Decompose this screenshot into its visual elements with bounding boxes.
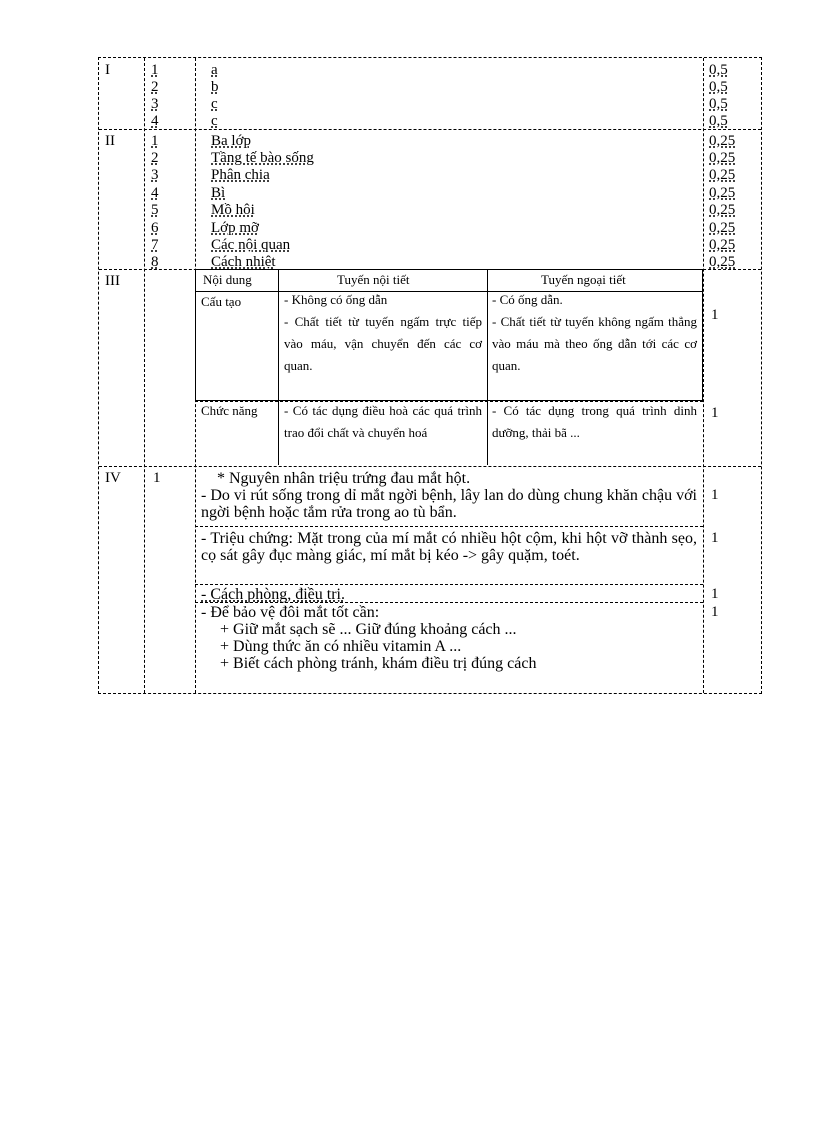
- score: 0,25: [709, 202, 736, 218]
- section-roman: II: [105, 133, 115, 149]
- comparison-col-line: [487, 269, 488, 465]
- score: 0,5: [709, 113, 728, 129]
- score: 1: [711, 604, 719, 620]
- row-divider: [195, 584, 703, 585]
- answer-text: Các nội quan: [211, 237, 291, 253]
- header-endocrine: Tuyến nội tiết: [337, 272, 410, 287]
- endocrine-function: - Có tác dụng điều hoà các quá trình trao đổi chất và chuyển hoá: [284, 403, 482, 440]
- item-number: 6: [151, 220, 159, 236]
- score: 0,25: [709, 220, 736, 236]
- endocrine-structure: - Không có ống dẫn - Chất tiết từ tuyến ngấm trực tiếp vào máu, vận chuyển đến các cơ quan.: [284, 292, 482, 373]
- score: 1: [711, 586, 719, 602]
- header-exocrine: Tuyến ngoại tiết: [541, 272, 626, 287]
- comparison-col-line: [278, 269, 279, 465]
- answer-text: Ba lớp: [211, 133, 252, 149]
- prevention-text: - Cách phòng, điều trị.: [201, 586, 345, 603]
- section-roman: I: [105, 62, 110, 78]
- answer-text: Mồ hôi: [211, 202, 255, 218]
- answer-text: Tầng tế bào sống: [211, 150, 314, 166]
- answer-table: [98, 57, 762, 694]
- score: 1: [711, 487, 719, 503]
- row-divider: [195, 526, 703, 527]
- answer-text: b: [211, 79, 219, 95]
- exocrine-structure: - Có ống dẫn. - Chất tiết từ tuyến không ngấm thẳng vào máu mà theo ống dẫn tới các cơ quan.: [492, 292, 697, 373]
- item-number: 1: [151, 133, 159, 149]
- score: 0,25: [709, 167, 736, 183]
- protect-item: + Biết cách phòng tránh, khám điều trị đúng cách: [220, 655, 537, 672]
- col-divider-roman: [144, 58, 145, 693]
- answer-text: c: [211, 96, 218, 112]
- score: 1: [711, 405, 719, 421]
- row-label-function: Chức năng: [201, 403, 258, 418]
- score: 1: [711, 530, 719, 546]
- section-roman: III: [105, 273, 120, 289]
- answer-text: a: [211, 62, 218, 78]
- answer-text: Phân chia: [211, 167, 270, 183]
- answer-text: Cách nhiệt: [211, 254, 276, 270]
- row-divider: [195, 602, 703, 603]
- answer-text: Bì: [211, 185, 226, 201]
- item-number: 1: [153, 470, 161, 486]
- row-label-structure: Cấu tạo: [201, 294, 242, 309]
- protect-item: + Giữ mắt sạch sẽ ... Giữ đúng khoảng cách ...: [220, 621, 517, 638]
- cause-text: - Do vi rút sống trong dỉ mắt ngời bệnh, lây lan do dùng chung khăn chậu với ngời bệnh hoặc tắm rửa trong ao tù bẩn.: [201, 487, 697, 521]
- score: 0,25: [709, 237, 736, 253]
- item-number: 4: [151, 113, 159, 129]
- header-content: Nội dung: [203, 272, 252, 287]
- section-divider: [99, 466, 761, 467]
- item-number: 1: [151, 62, 159, 78]
- symptom-text: - Triệu chứng: Mặt trong của mí mắt có nhiều hột cộm, khi hột vỡ thành sẹo, cọ sát gây đục màng giác, mí mắt bị kéo -> gây quặm, toét.: [201, 530, 697, 564]
- protect-title: - Để bảo vệ đôi mắt tốt cần:: [201, 604, 380, 621]
- item-number: 2: [151, 150, 159, 166]
- item-number: 2: [151, 79, 159, 95]
- score: 1: [711, 307, 719, 323]
- item-number: 4: [151, 185, 159, 201]
- item-number: 3: [151, 167, 159, 183]
- exocrine-function: - Có tác dụng trong quá trình dinh dưỡng, thải bã ...: [492, 403, 697, 440]
- score: 0,5: [709, 96, 728, 112]
- col-divider-score: [703, 58, 704, 693]
- score: 0,5: [709, 79, 728, 95]
- score: 0,25: [709, 150, 736, 166]
- answer-text: Lớp mỡ: [211, 220, 259, 236]
- section-roman: IV: [105, 470, 121, 486]
- section-divider: [99, 129, 761, 130]
- score: 0,5: [709, 62, 728, 78]
- score: 0,25: [709, 185, 736, 201]
- answer-text: c: [211, 113, 218, 129]
- item-number: 3: [151, 96, 159, 112]
- item-number: 7: [151, 237, 159, 253]
- item-number: 5: [151, 202, 159, 218]
- score: 0,25: [709, 133, 736, 149]
- cause-title: * Nguyên nhân triệu trứng đau mắt hột.: [217, 470, 471, 487]
- protect-item: + Dùng thức ăn có nhiều vitamin A ...: [220, 638, 462, 655]
- score: 0,25: [709, 254, 736, 270]
- item-number: 8: [151, 254, 159, 270]
